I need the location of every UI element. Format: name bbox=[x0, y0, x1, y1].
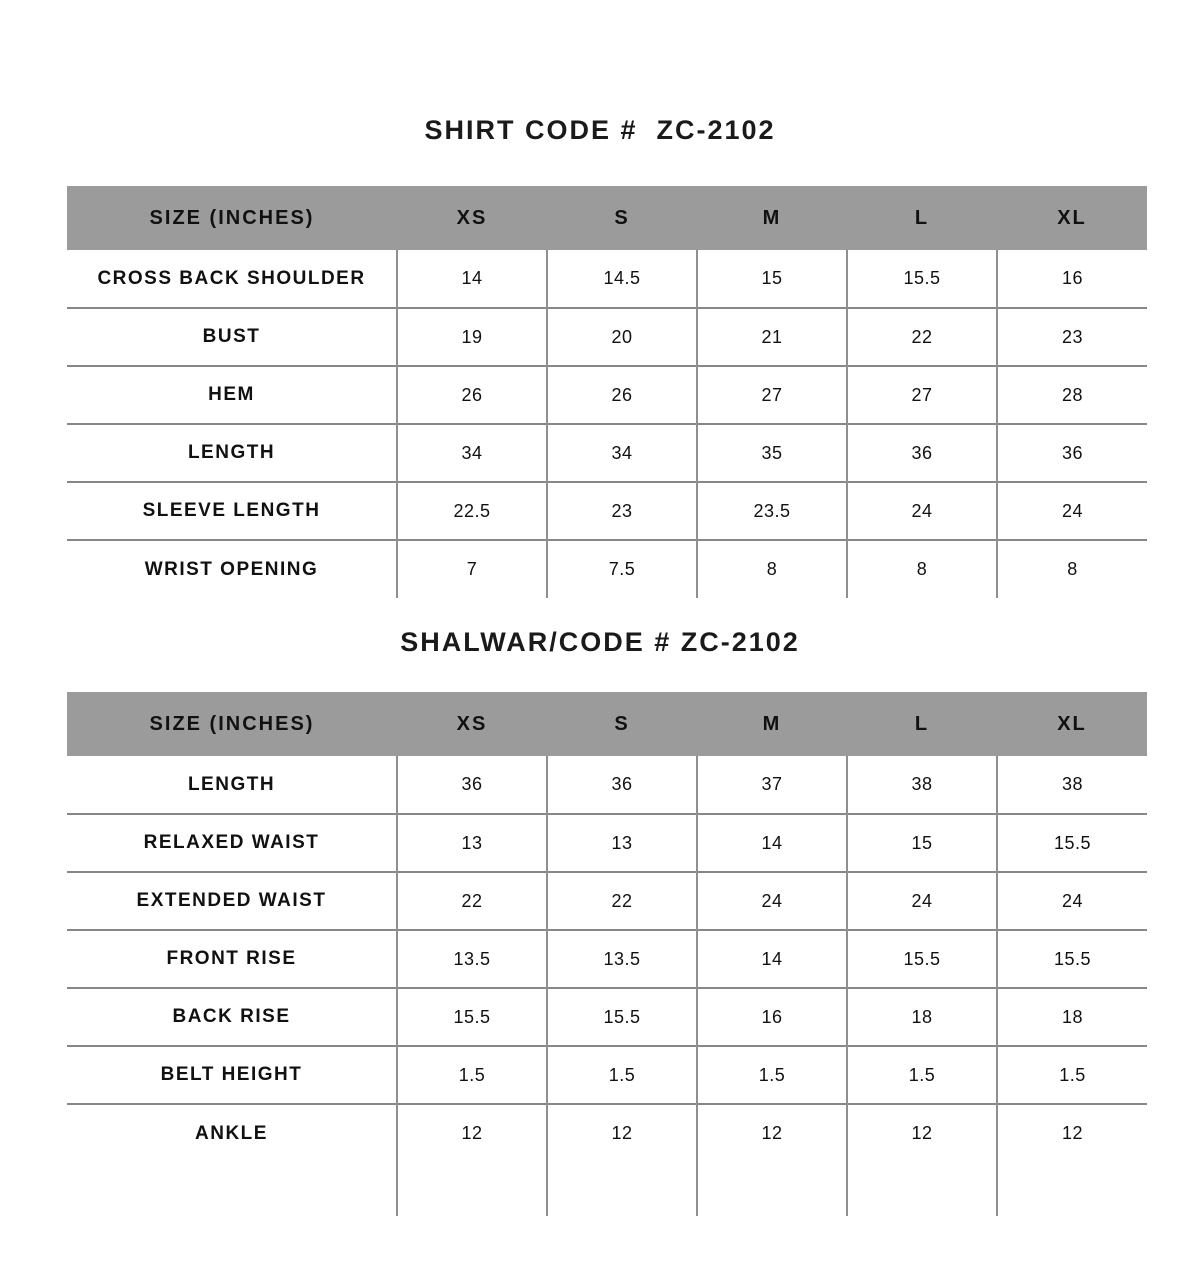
value-cell: 26 bbox=[397, 366, 547, 424]
value-cell: 15.5 bbox=[547, 988, 697, 1046]
value-cell: 36 bbox=[547, 756, 697, 814]
value-cell: 22 bbox=[847, 308, 997, 366]
value-cell: 28 bbox=[997, 366, 1147, 424]
measurement-row bbox=[67, 988, 1147, 1046]
size-column-header-cell: M bbox=[697, 186, 847, 250]
value-cell: 15 bbox=[847, 814, 997, 872]
value-cell: 18 bbox=[997, 988, 1147, 1046]
value-cell: 23 bbox=[547, 482, 697, 540]
value-cell: 20 bbox=[547, 308, 697, 366]
measurement-row bbox=[67, 366, 1147, 424]
empty-cell bbox=[697, 1162, 847, 1216]
shalwar-size-table bbox=[67, 692, 1147, 1216]
value-cell: 1.5 bbox=[697, 1046, 847, 1104]
value-cell: 13.5 bbox=[397, 930, 547, 988]
measurement-row bbox=[67, 814, 1147, 872]
measurement-row bbox=[67, 308, 1147, 366]
value-cell: 16 bbox=[997, 250, 1147, 308]
measurement-row bbox=[67, 482, 1147, 540]
value-cell: 14 bbox=[697, 814, 847, 872]
header-row bbox=[67, 692, 1147, 756]
value-cell: 24 bbox=[997, 872, 1147, 930]
value-cell: 27 bbox=[697, 366, 847, 424]
measurement-row bbox=[67, 540, 1147, 598]
value-cell: 24 bbox=[697, 872, 847, 930]
value-cell: 14 bbox=[397, 250, 547, 308]
shalwar-table-title: SHALWAR/CODE # ZC-2102 bbox=[400, 627, 800, 657]
row-label-cell: LENGTH bbox=[187, 442, 276, 463]
value-cell: 8 bbox=[847, 540, 997, 598]
value-cell: 1.5 bbox=[997, 1046, 1147, 1104]
value-cell: 1.5 bbox=[847, 1046, 997, 1104]
value-cell: 37 bbox=[697, 756, 847, 814]
empty-cell bbox=[67, 1162, 397, 1216]
value-cell: 38 bbox=[997, 756, 1147, 814]
value-cell: 8 bbox=[997, 540, 1147, 598]
empty-cell bbox=[847, 1162, 997, 1216]
value-cell: 24 bbox=[847, 872, 997, 930]
value-cell: 1.5 bbox=[397, 1046, 547, 1104]
value-cell: 13 bbox=[397, 814, 547, 872]
value-cell: 27 bbox=[847, 366, 997, 424]
value-cell: 23.5 bbox=[697, 482, 847, 540]
value-cell: 12 bbox=[547, 1104, 697, 1162]
shirt-size-section bbox=[0, 0, 1200, 598]
value-cell: 8 bbox=[697, 540, 847, 598]
value-cell: 13.5 bbox=[547, 930, 697, 988]
size-column-header-cell: L bbox=[847, 692, 997, 756]
value-cell: 14.5 bbox=[547, 250, 697, 308]
value-cell: 15.5 bbox=[847, 930, 997, 988]
shirt-size-table bbox=[67, 186, 1147, 598]
measurement-row bbox=[67, 756, 1147, 814]
empty-cell bbox=[397, 1162, 547, 1216]
row-label-cell: HEM bbox=[208, 384, 255, 405]
value-cell: 12 bbox=[997, 1104, 1147, 1162]
value-cell: 7.5 bbox=[547, 540, 697, 598]
value-cell: 22 bbox=[397, 872, 547, 930]
value-cell: 1.5 bbox=[547, 1046, 697, 1104]
row-label-cell: BACK RISE bbox=[172, 1006, 291, 1027]
measurement-row bbox=[67, 424, 1147, 482]
shirt-table-title: SHIRT CODE # ZC-2102 bbox=[424, 115, 776, 145]
value-cell: 15.5 bbox=[847, 250, 997, 308]
size-column-header-cell: XL bbox=[997, 692, 1147, 756]
value-cell: 13 bbox=[547, 814, 697, 872]
measurement-row bbox=[67, 1046, 1147, 1104]
value-cell: 24 bbox=[847, 482, 997, 540]
value-cell: 16 bbox=[697, 988, 847, 1046]
row-label-cell: RELAXED WAIST bbox=[143, 832, 320, 853]
value-cell: 36 bbox=[397, 756, 547, 814]
value-cell: 14 bbox=[697, 930, 847, 988]
size-column-header-cell: M bbox=[697, 692, 847, 756]
value-cell: 15.5 bbox=[397, 988, 547, 1046]
value-cell: 38 bbox=[847, 756, 997, 814]
value-cell: 26 bbox=[547, 366, 697, 424]
size-column-header-cell: XS bbox=[397, 692, 547, 756]
value-cell: 23 bbox=[997, 308, 1147, 366]
value-cell: 15.5 bbox=[997, 930, 1147, 988]
row-label-cell: CROSS BACK SHOULDER bbox=[97, 267, 366, 289]
value-cell: 7 bbox=[397, 540, 547, 598]
grid-extension-row bbox=[67, 1162, 1147, 1216]
shalwar-size-section bbox=[0, 598, 1200, 1216]
value-cell: 12 bbox=[397, 1104, 547, 1162]
empty-cell bbox=[997, 1162, 1147, 1216]
measurement-row bbox=[67, 872, 1147, 930]
row-label-cell: LENGTH bbox=[187, 773, 276, 795]
value-cell: 21 bbox=[697, 308, 847, 366]
row-label-cell: SLEEVE LENGTH bbox=[142, 500, 321, 521]
value-cell: 12 bbox=[847, 1104, 997, 1162]
measurement-row bbox=[67, 1104, 1147, 1162]
value-cell: 34 bbox=[397, 424, 547, 482]
size-column-header-cell: XS bbox=[397, 186, 547, 250]
value-cell: 35 bbox=[697, 424, 847, 482]
row-label-cell: BUST bbox=[202, 326, 261, 347]
measurement-row bbox=[67, 250, 1147, 308]
value-cell: 15.5 bbox=[997, 814, 1147, 872]
row-label-cell: BELT HEIGHT bbox=[160, 1064, 303, 1085]
row-label-cell: WRIST OPENING bbox=[144, 558, 319, 580]
size-column-header-cell: XL bbox=[997, 186, 1147, 250]
size-column-header-cell: S bbox=[547, 186, 697, 250]
value-cell: 36 bbox=[847, 424, 997, 482]
header-row bbox=[67, 186, 1147, 250]
measurement-row bbox=[67, 930, 1147, 988]
row-label-cell: FRONT RISE bbox=[166, 948, 297, 969]
empty-cell bbox=[547, 1162, 697, 1216]
row-label-cell: EXTENDED WAIST bbox=[136, 890, 327, 911]
size-column-header-cell: L bbox=[847, 186, 997, 250]
size-units-header-cell: SIZE (INCHES) bbox=[67, 186, 397, 250]
value-cell: 24 bbox=[997, 482, 1147, 540]
size-units-header-cell: SIZE (INCHES) bbox=[67, 692, 397, 756]
value-cell: 22 bbox=[547, 872, 697, 930]
value-cell: 12 bbox=[697, 1104, 847, 1162]
row-label-cell: ANKLE bbox=[195, 1122, 268, 1144]
value-cell: 19 bbox=[397, 308, 547, 366]
value-cell: 18 bbox=[847, 988, 997, 1046]
value-cell: 34 bbox=[547, 424, 697, 482]
value-cell: 36 bbox=[997, 424, 1147, 482]
value-cell: 15 bbox=[697, 250, 847, 308]
value-cell: 22.5 bbox=[397, 482, 547, 540]
size-column-header-cell: S bbox=[547, 692, 697, 756]
